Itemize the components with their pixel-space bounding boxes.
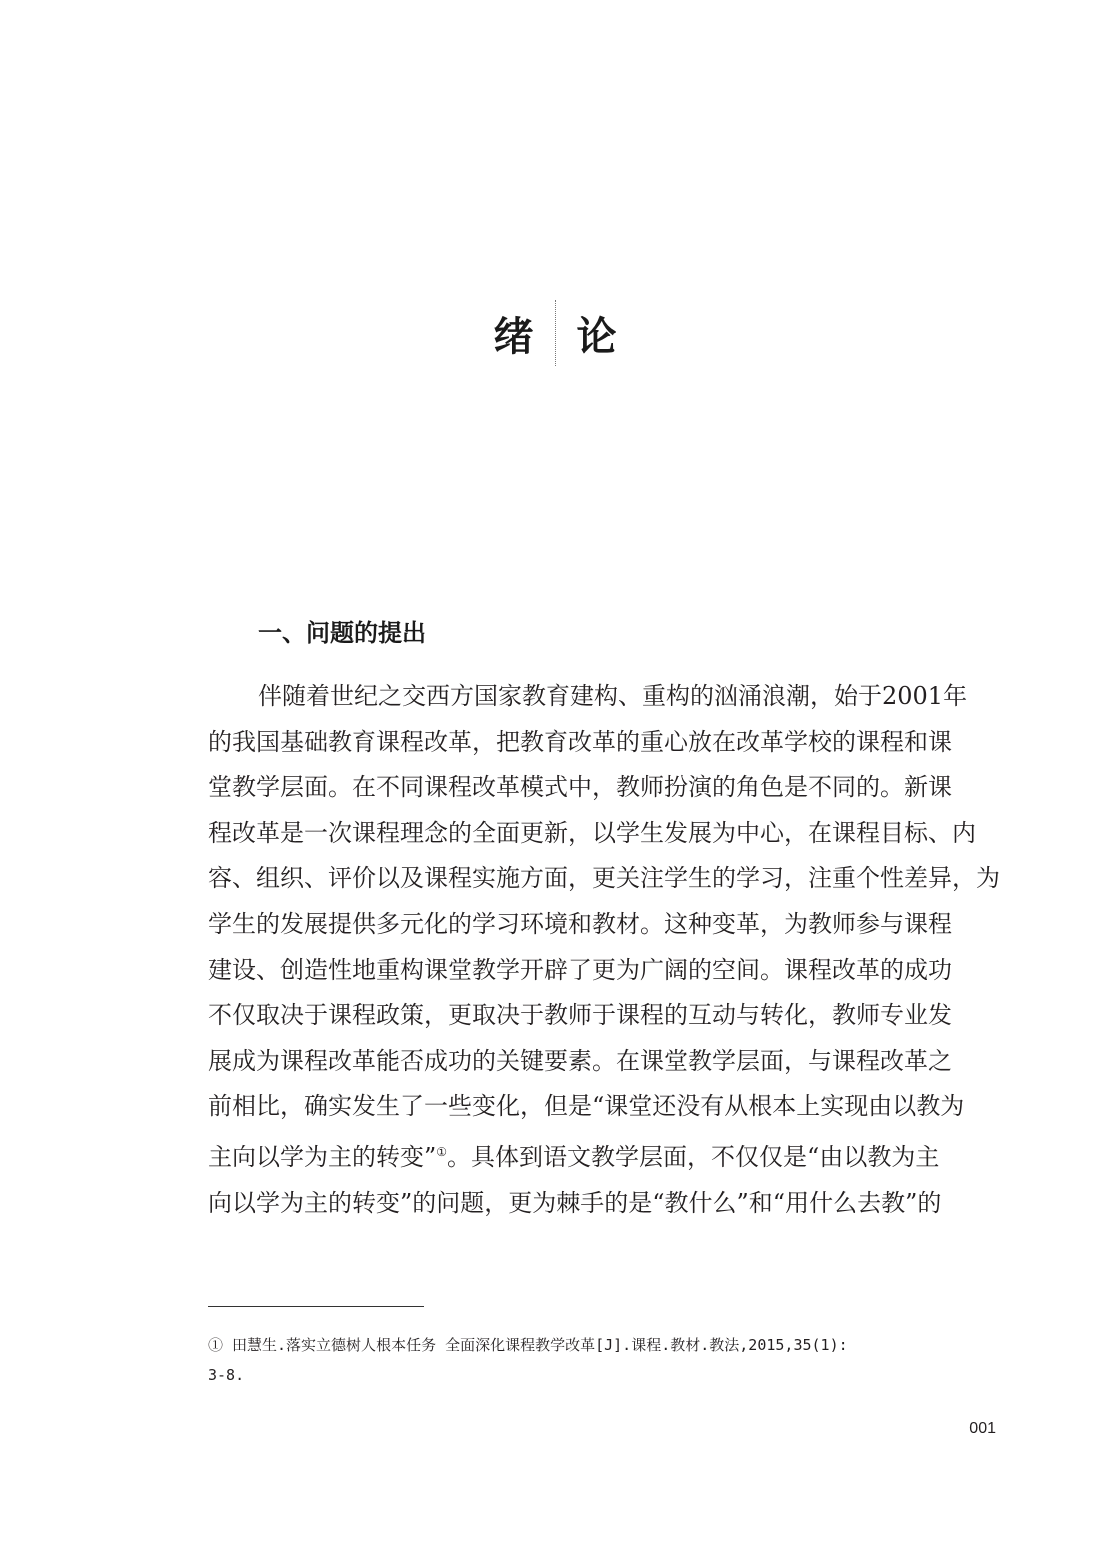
chapter-title xyxy=(0,300,1110,366)
paragraph-line-start: 主向以学为主的转变” xyxy=(208,1142,437,1171)
paragraph-line: 不仅取决于课程政策，更取决于教师于课程的互动与转化，教师专业发 xyxy=(208,1001,952,1030)
paragraph-line: 前相比，确实发生了一些变化，但是“课堂还没有从根本上实现由以教为 xyxy=(208,1092,965,1121)
paragraph-line: 容、组织、评价以及课程实施方面，更关注学生的学习，注重个性差异，为 xyxy=(208,864,1000,893)
page-number: 001 xyxy=(969,1420,996,1437)
title-divider xyxy=(555,300,556,366)
footnote-divider xyxy=(208,1306,424,1307)
paragraph-line-rest: 。具体到语文教学层面，不仅仅是“由以教为主 xyxy=(447,1142,940,1171)
chapter-title-char-1: 绪 xyxy=(493,312,534,360)
paragraph-line: 伴随着世纪之交西方国家教育建构、重构的汹涌浪潮，始于2001年 xyxy=(258,682,968,710)
footnote-line-1: ① 田慧生.落实立德树人根本任务 全面深化课程教学改革[J].课程.教材.教法,2015,35(1): xyxy=(208,1336,848,1354)
body-paragraph xyxy=(208,674,1000,1226)
paragraph-line-with-footnote xyxy=(208,1130,940,1181)
paragraph-line: 学生的发展提供多元化的学习环境和教材。这种变革，为教师参与课程 xyxy=(208,909,952,938)
section-heading: 一、问题的提出 xyxy=(258,619,426,647)
paragraph-line: 堂教学层面。在不同课程改革模式中，教师扮演的角色是不同的。新课 xyxy=(208,773,952,802)
footnote xyxy=(208,1330,948,1390)
paragraph-line: 的我国基础教育课程改革，把教育改革的重心放在改革学校的课程和课 xyxy=(208,727,952,756)
paragraph-line: 程改革是一次课程理念的全面更新，以学生发展为中心，在课程目标、内 xyxy=(208,818,976,847)
footnote-reference[interactable]: ① xyxy=(436,1144,448,1159)
paragraph-line: 展成为课程改革能否成功的关键要素。在课堂教学层面，与课程改革之 xyxy=(208,1046,952,1075)
footnote-line-2: 3-8. xyxy=(208,1366,245,1384)
chapter-title-char-2: 论 xyxy=(576,312,617,360)
paragraph-line: 建设、创造性地重构课堂教学开辟了更为广阔的空间。课程改革的成功 xyxy=(208,955,952,984)
paragraph-line: 向以学为主的转变”的问题，更为棘手的是“教什么”和“用什么去教”的 xyxy=(208,1188,942,1217)
